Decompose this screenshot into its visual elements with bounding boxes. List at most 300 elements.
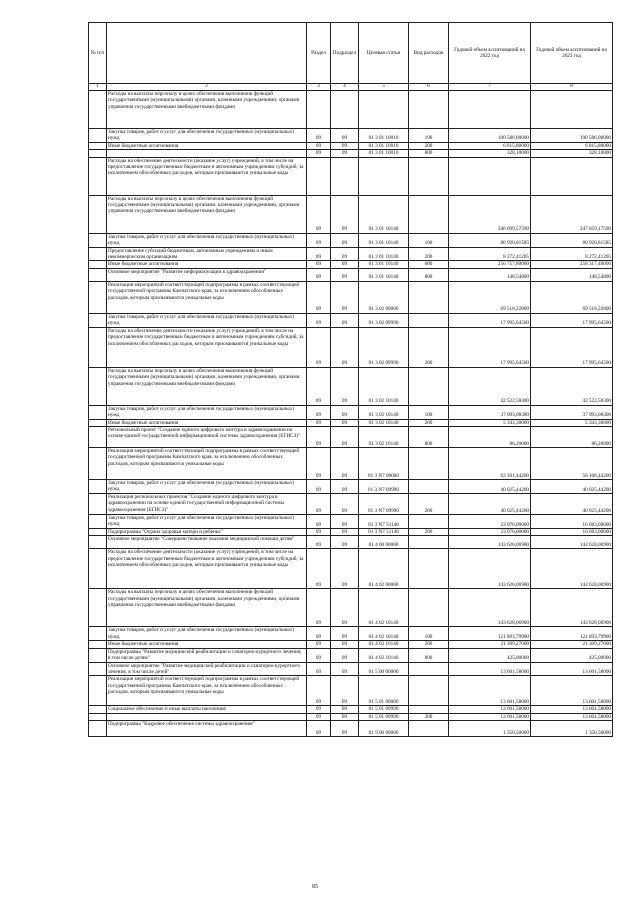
no-cell (89, 627, 107, 641)
vol2023-cell: 13 601,58000 (531, 676, 613, 706)
name-cell: Закупка товаров, работ и услуг для обеспечения государственных (муниципальных) нужд (107, 129, 307, 143)
table-row (89, 367, 613, 405)
no-cell (89, 448, 107, 480)
subsection-cell: 09 (331, 233, 359, 247)
vol2022-cell: 17 995,64500 (449, 313, 531, 327)
subsection-cell: 09 (331, 627, 359, 641)
name-cell: Реализация мероприятий соответствующей подпрограммы в рамках соответствующей государственной программы Камчатского края, за исключением обособленных расходов, которым присваиваются уникальные коды (107, 448, 307, 480)
vol2022-cell: 13 601,58000 (449, 676, 531, 706)
table-row (89, 150, 613, 157)
table-row (89, 480, 613, 494)
vol2022-cell: 40 025,44200 (449, 494, 531, 515)
expense-type-cell (409, 589, 449, 627)
expense-type-cell (409, 549, 449, 589)
section-cell: 09 (307, 129, 331, 143)
header-subsection: Подраздел (331, 23, 359, 84)
colnum: 2 (107, 84, 307, 91)
target-cell: 01 3 01 10010 (359, 142, 409, 149)
no-cell (89, 515, 107, 529)
no-cell (89, 706, 107, 713)
vol2022-cell: 13 601,58000 (449, 662, 531, 676)
expense-type-cell (409, 448, 449, 480)
vol2023-cell: 143 628,06900 (531, 536, 613, 549)
section-cell: 09 (307, 480, 331, 494)
table-row (89, 142, 613, 149)
expense-type-cell (409, 480, 449, 494)
expense-type-cell: 800 (409, 427, 449, 448)
name-cell: Подпрограмма "Кадровое обеспечение системы здравоохранения" (107, 721, 307, 737)
target-cell: 01 3 01 10010 (359, 129, 409, 143)
subsection-cell (331, 91, 359, 129)
vol2022-cell: 425,00000 (449, 648, 531, 662)
no-cell (89, 129, 107, 143)
name-cell: Реализация региональных проектов "Создание единого цифрового контура в здравоохранении на основе единой государственной информационной системы здравоохранения (ЕГИСЗ)" (107, 494, 307, 515)
section-cell: 09 (307, 549, 331, 589)
vol2023-cell (531, 157, 613, 195)
section-cell: 09 (307, 515, 331, 529)
target-cell: 01 3 01 10140 (359, 261, 409, 268)
section-cell: 09 (307, 150, 331, 157)
no-cell (89, 589, 107, 627)
section-cell (307, 91, 331, 129)
name-cell (107, 150, 307, 157)
no-cell (89, 427, 107, 448)
vol2022-cell: 23 076,00000 (449, 515, 531, 529)
table-row (89, 515, 613, 529)
vol2023-cell: 425,00000 (531, 648, 613, 662)
target-cell: 01 4 02 00000 (359, 549, 409, 589)
vol2022-cell: 6 815,80000 (449, 142, 531, 149)
target-cell: 01 5 01 09990 (359, 706, 409, 713)
expense-type-cell (409, 157, 449, 195)
table-row (89, 676, 613, 706)
vol2022-cell: 40 025,44200 (449, 480, 531, 494)
table-row (89, 233, 613, 247)
table-row (89, 327, 613, 367)
vol2023-cell: 17 995,64500 (531, 313, 613, 327)
section-cell: 09 (307, 529, 331, 536)
header-section: Раздел (307, 23, 331, 84)
vol2022-cell: 13 601,58000 (449, 706, 531, 713)
table-row (89, 268, 613, 281)
no-cell (89, 549, 107, 589)
section-cell: 09 (307, 367, 331, 405)
target-cell (359, 157, 409, 195)
table-row (89, 589, 613, 627)
table-body (89, 91, 613, 737)
expense-type-cell: 200 (409, 641, 449, 648)
name-cell: Иные бюджетные ассигнования (107, 641, 307, 648)
expense-type-cell: 100 (409, 627, 449, 641)
table-row (89, 641, 613, 648)
vol2022-cell: 13 601,58000 (449, 713, 531, 720)
subsection-cell: 09 (331, 706, 359, 713)
vol2022-cell: 37 093,08300 (449, 405, 531, 419)
section-cell: 09 (307, 648, 331, 662)
no-cell (89, 150, 107, 157)
section-cell: 09 (307, 713, 331, 720)
expense-type-cell (409, 195, 449, 233)
header-name (107, 23, 307, 84)
target-cell: 01 4 02 10140 (359, 641, 409, 648)
subsection-cell: 09 (331, 515, 359, 529)
table-row (89, 157, 613, 195)
vol2023-cell: 21 309,27000 (531, 641, 613, 648)
subsection-cell: 09 (331, 281, 359, 313)
name-cell: Закупка товаров, работ и услуг для обеспечения государственных (муниципальных) нужд (107, 627, 307, 641)
target-cell: 01 3 01 10140 (359, 247, 409, 261)
no-cell (89, 327, 107, 367)
subsection-cell: 09 (331, 448, 359, 480)
target-cell: 01 3 01 10140 (359, 233, 409, 247)
table-row (89, 247, 613, 261)
name-cell: Расходы на выплаты персоналу в целях обеспечения выполнения функций государственными (муниципальными) органами, казенными учреждениями, органами управления государственными внебюджетными фондами (107, 367, 307, 405)
expense-type-cell: 200 (409, 247, 449, 261)
vol2022-cell: 17 995,64500 (449, 327, 531, 367)
vol2022-cell: 5 343,30000 (449, 419, 531, 426)
target-cell: 01 9 00 00000 (359, 721, 409, 737)
no-cell (89, 313, 107, 327)
section-cell: 09 (307, 247, 331, 261)
subsection-cell: 09 (331, 261, 359, 268)
expense-type-cell (409, 676, 449, 706)
expense-type-cell: 800 (409, 648, 449, 662)
section-cell: 09 (307, 494, 331, 515)
vol2023-cell: 258 317,40000 (531, 261, 613, 268)
target-cell: 01 3 N7 09990 (359, 494, 409, 515)
expense-type-cell (409, 91, 449, 129)
no-cell (89, 281, 107, 313)
target-cell: 01 5 00 00000 (359, 662, 409, 676)
target-cell (359, 91, 409, 129)
expense-type-cell (409, 313, 449, 327)
subsection-cell: 09 (331, 648, 359, 662)
no-cell (89, 641, 107, 648)
no-cell (89, 247, 107, 261)
subsection-cell: 09 (331, 536, 359, 549)
expense-type-cell (409, 706, 449, 713)
vol2022-cell: 346 699,57590 (449, 195, 531, 233)
expense-type-cell: 800 (409, 268, 449, 281)
section-cell: 09 (307, 142, 331, 149)
vol2022-cell: 42 522,58300 (449, 367, 531, 405)
vol2022-cell: 143 628,06900 (449, 589, 531, 627)
table-row (89, 529, 613, 536)
vol2023-cell: 37 093,08300 (531, 405, 613, 419)
name-cell: Региональный проект "Создание единого цифрового контура в здравоохранении на основе единой государственной информационной системы здравоохранения (ЕГИСЗ)" (107, 427, 307, 448)
section-cell: 09 (307, 706, 331, 713)
target-cell: 01 4 02 10140 (359, 648, 409, 662)
section-cell: 09 (307, 536, 331, 549)
vol2023-cell: 1 350,50000 (531, 721, 613, 737)
no-cell (89, 261, 107, 268)
vol2023-cell: 69 518,22800 (531, 281, 613, 313)
name-cell: Расходы на обеспечение деятельности (оказание услуг) учреждений, в том числе на предоставление государственным бюджетным и автономным учреждениям субсидий, за исключением обособленных расходов, которым присваиваются уникальные коды (107, 327, 307, 367)
name-cell: Подпрограмма "Развитие медицинской реабилитации и санаторно-курортного лечения, в том числе детям" (107, 648, 307, 662)
no-cell (89, 536, 107, 549)
table-row (89, 427, 613, 448)
vol2022-cell: 69 518,22800 (449, 281, 531, 313)
vol2022-cell: 21 309,27000 (449, 641, 531, 648)
vol2023-cell: 121 893,79900 (531, 627, 613, 641)
name-cell: Расходы на выплаты персоналу в целях обеспечения выполнения функций государственными (муниципальными) органами, казенными учреждениями, органами управления государственными внебюджетными фондами (107, 195, 307, 233)
name-cell: Иные бюджетные ассигнования (107, 419, 307, 426)
vol2023-cell: 16 083,00000 (531, 529, 613, 536)
subsection-cell: 09 (331, 150, 359, 157)
vol2023-cell: 40 025,44200 (531, 480, 613, 494)
no-cell (89, 648, 107, 662)
vol2023-cell: 143 628,06900 (531, 549, 613, 589)
vol2023-cell (531, 91, 613, 129)
vol2022-cell: 63 101,44200 (449, 448, 531, 480)
section-cell: 09 (307, 233, 331, 247)
subsection-cell: 09 (331, 589, 359, 627)
target-cell: 01 3 N7 51140 (359, 515, 409, 529)
vol2023-cell: 13 601,58000 (531, 662, 613, 676)
no-cell (89, 713, 107, 720)
vol2022-cell: 328,10000 (449, 150, 531, 157)
expense-type-cell (409, 536, 449, 549)
target-cell: 01 3 02 10140 (359, 367, 409, 405)
subsection-cell: 09 (331, 427, 359, 448)
expense-type-cell: 300 (409, 713, 449, 720)
vol2022-cell: 1 350,50000 (449, 721, 531, 737)
name-cell: Реализация мероприятий соответствующей подпрограммы в рамках соответствующей государственной программы Камчатского края, за исключением обособленных расходов, которым присваиваются уникальные коды (107, 676, 307, 706)
target-cell: 01 3 01 10140 (359, 268, 409, 281)
vol2022-cell: 23 076,00000 (449, 529, 531, 536)
section-cell: 09 (307, 662, 331, 676)
section-cell: 09 (307, 448, 331, 480)
no-cell (89, 662, 107, 676)
subsection-cell: 09 (331, 327, 359, 367)
no-cell (89, 367, 107, 405)
vol2023-cell: 13 601,58000 (531, 706, 613, 713)
budget-table-container (88, 22, 612, 737)
section-cell: 09 (307, 195, 331, 233)
name-cell: Реализация мероприятий соответствующей подпрограммы в рамках соответствующей государственной программы Камчатского края, за исключением обособленных расходов, которым присваиваются уникальные коды (107, 281, 307, 313)
vol2023-cell: 190 586,00000 (531, 129, 613, 143)
target-cell: 01 3 N7 09990 (359, 480, 409, 494)
expense-type-cell (409, 281, 449, 313)
vol2023-cell: 6 815,80000 (531, 142, 613, 149)
header-vol2022: Годовой объем ассигнований на 2022 год (449, 23, 531, 84)
expense-type-cell: 100 (409, 405, 449, 419)
colnum: 7 (449, 84, 531, 91)
subsection-cell: 09 (331, 367, 359, 405)
target-cell: 01 3 02 09990 (359, 313, 409, 327)
target-cell: 01 4 02 10140 (359, 589, 409, 627)
vol2022-cell (449, 157, 531, 195)
vol2022-cell: 100 586,00000 (449, 129, 531, 143)
colnum: 4 (331, 84, 359, 91)
table-row (89, 627, 613, 641)
target-cell: 01 3 02 00000 (359, 281, 409, 313)
no-cell (89, 419, 107, 426)
table-row (89, 648, 613, 662)
vol2023-cell: 8 272,41205 (531, 247, 613, 261)
page-number: 85 (312, 884, 318, 890)
vol2023-cell: 13 601,58000 (531, 713, 613, 720)
subsection-cell: 09 (331, 313, 359, 327)
no-cell (89, 480, 107, 494)
name-cell: Закупка товаров, работ и услуг для обеспечения государственных (муниципальных) нужд (107, 480, 307, 494)
subsection-cell: 09 (331, 480, 359, 494)
table-row (89, 536, 613, 549)
target-cell: 01 3 01 10010 (359, 150, 409, 157)
name-cell: Основное мероприятие "Развитие информатизации в здравоохранении" (107, 268, 307, 281)
header-target: Целевая статья (359, 23, 409, 84)
target-cell: 01 3 02 10140 (359, 405, 409, 419)
name-cell: Расходы на выплаты персоналу в целях обеспечения выполнения функций государственными (муниципальными) органами, казенными учреждениями, органами управления государственными внебюджетными фондами (107, 589, 307, 627)
subsection-cell: 09 (331, 721, 359, 737)
section-cell: 09 (307, 281, 331, 313)
name-cell: Социальное обеспечение и иные выплаты населению (107, 706, 307, 713)
vol2022-cell: 143 628,06900 (449, 549, 531, 589)
section-cell: 09 (307, 327, 331, 367)
no-cell (89, 268, 107, 281)
section-cell: 09 (307, 589, 331, 627)
section-cell: 09 (307, 676, 331, 706)
expense-type-cell: 200 (409, 419, 449, 426)
section-cell: 09 (307, 641, 331, 648)
subsection-cell: 09 (331, 713, 359, 720)
target-cell: 01 3 02 10140 (359, 427, 409, 448)
subsection-cell: 09 (331, 405, 359, 419)
name-cell: Основное мероприятие "Развитие медицинской реабилитации и санаторно-курортного лечения, в том числе детей" (107, 662, 307, 676)
expense-type-cell (409, 367, 449, 405)
table-row (89, 129, 613, 143)
subsection-cell (331, 157, 359, 195)
table-row (89, 195, 613, 233)
section-cell: 09 (307, 627, 331, 641)
section-cell (307, 157, 331, 195)
table-row (89, 549, 613, 589)
subsection-cell: 09 (331, 662, 359, 676)
table-row (89, 662, 613, 676)
target-cell: 01 4 00 00000 (359, 536, 409, 549)
vol2022-cell: 80 920,81585 (449, 233, 531, 247)
name-cell: Иные бюджетные ассигнования (107, 142, 307, 149)
name-cell: Закупка товаров, работ и услуг для обеспечения государственных (муниципальных) нужд (107, 515, 307, 529)
header-no: № п/п (89, 23, 107, 84)
vol2023-cell: 42 522,58300 (531, 367, 613, 405)
section-cell: 09 (307, 419, 331, 426)
section-cell: 09 (307, 313, 331, 327)
subsection-cell: 09 (331, 494, 359, 515)
no-cell (89, 91, 107, 129)
subsection-cell: 09 (331, 529, 359, 536)
no-cell (89, 676, 107, 706)
subsection-cell: 09 (331, 142, 359, 149)
table-row (89, 706, 613, 713)
column-number-row (89, 84, 613, 91)
name-cell: Закупка товаров, работ и услуг для обеспечения государственных (муниципальных) нужд (107, 313, 307, 327)
expense-type-cell (409, 721, 449, 737)
vol2023-cell: 40 025,44200 (531, 494, 613, 515)
target-cell: 01 3 01 10140 (359, 195, 409, 233)
table-row (89, 405, 613, 419)
vol2022-cell: 148,54800 (449, 268, 531, 281)
header-expense-type: Вид расходов (409, 23, 449, 84)
expense-type-cell: 200 (409, 494, 449, 515)
table-row (89, 419, 613, 426)
vol2023-cell: 80 920,81585 (531, 233, 613, 247)
no-cell (89, 405, 107, 419)
vol2023-cell: 328,10000 (531, 150, 613, 157)
name-cell: Иные бюджетные ассигнования (107, 261, 307, 268)
table-row (89, 281, 613, 313)
section-cell: 09 (307, 405, 331, 419)
expense-type-cell: 200 (409, 142, 449, 149)
header-vol2023: Годовой объем ассигнований на 2023 год (531, 23, 613, 84)
colnum: 8 (531, 84, 613, 91)
subsection-cell: 09 (331, 419, 359, 426)
vol2023-cell: 56 108,44200 (531, 448, 613, 480)
expense-type-cell: 800 (409, 150, 449, 157)
table-row (89, 91, 613, 129)
name-cell: Закупка товаров, работ и услуг для обеспечения государственных (муниципальных) нужд (107, 405, 307, 419)
target-cell: 01 4 02 10140 (359, 627, 409, 641)
colnum: 3 (307, 84, 331, 91)
colnum: 1 (89, 84, 107, 91)
table-row (89, 713, 613, 720)
no-cell (89, 157, 107, 195)
name-cell: Закупка товаров, работ и услуг для обеспечения государственных (муниципальных) нужд (107, 233, 307, 247)
vol2023-cell: 86,20000 (531, 427, 613, 448)
section-cell: 09 (307, 427, 331, 448)
vol2022-cell: 143 628,06900 (449, 536, 531, 549)
target-cell: 01 3 02 09990 (359, 327, 409, 367)
target-cell: 01 3 02 10140 (359, 419, 409, 426)
target-cell: 01 5 01 09990 (359, 713, 409, 720)
vol2022-cell (449, 91, 531, 129)
target-cell: 01 3 N7 51140 (359, 529, 409, 536)
no-cell (89, 195, 107, 233)
vol2022-cell: 8 272,41205 (449, 247, 531, 261)
expense-type-cell (409, 515, 449, 529)
vol2022-cell: 86,20000 (449, 427, 531, 448)
table-row (89, 313, 613, 327)
vol2023-cell: 16 083,00000 (531, 515, 613, 529)
subsection-cell: 09 (331, 676, 359, 706)
no-cell (89, 142, 107, 149)
vol2023-cell: 148,54800 (531, 268, 613, 281)
table-row (89, 721, 613, 737)
vol2023-cell: 347 659,17590 (531, 195, 613, 233)
name-cell: Основное мероприятие "Совершенствование оказания медицинской помощи детям" (107, 536, 307, 549)
name-cell: Предоставление субсидий бюджетным, автономным учреждениям и иным некоммерческим организациям (107, 247, 307, 261)
subsection-cell: 09 (331, 641, 359, 648)
subsection-cell: 09 (331, 268, 359, 281)
table-row (89, 494, 613, 515)
subsection-cell: 09 (331, 129, 359, 143)
expense-type-cell: 600 (409, 261, 449, 268)
no-cell (89, 494, 107, 515)
budget-table (88, 22, 613, 737)
no-cell (89, 233, 107, 247)
vol2022-cell: 256 757,80000 (449, 261, 531, 268)
subsection-cell: 09 (331, 195, 359, 233)
section-cell: 09 (307, 721, 331, 737)
name-cell: Расходы на обеспечение деятельности (оказание услуг) учреждений, в том числе на предоставление государственным бюджетным и автономным учреждениям субсидий, за исключением обособленных расходов, которым присваиваются уникальные коды (107, 157, 307, 195)
expense-type-cell (409, 662, 449, 676)
vol2023-cell: 5 343,30000 (531, 419, 613, 426)
section-cell: 09 (307, 268, 331, 281)
name-cell (107, 713, 307, 720)
vol2023-cell: 143 628,06900 (531, 589, 613, 627)
name-cell: Подпрограмма "Охрана здоровья матери и ребенка" (107, 529, 307, 536)
expense-type-cell: 100 (409, 129, 449, 143)
